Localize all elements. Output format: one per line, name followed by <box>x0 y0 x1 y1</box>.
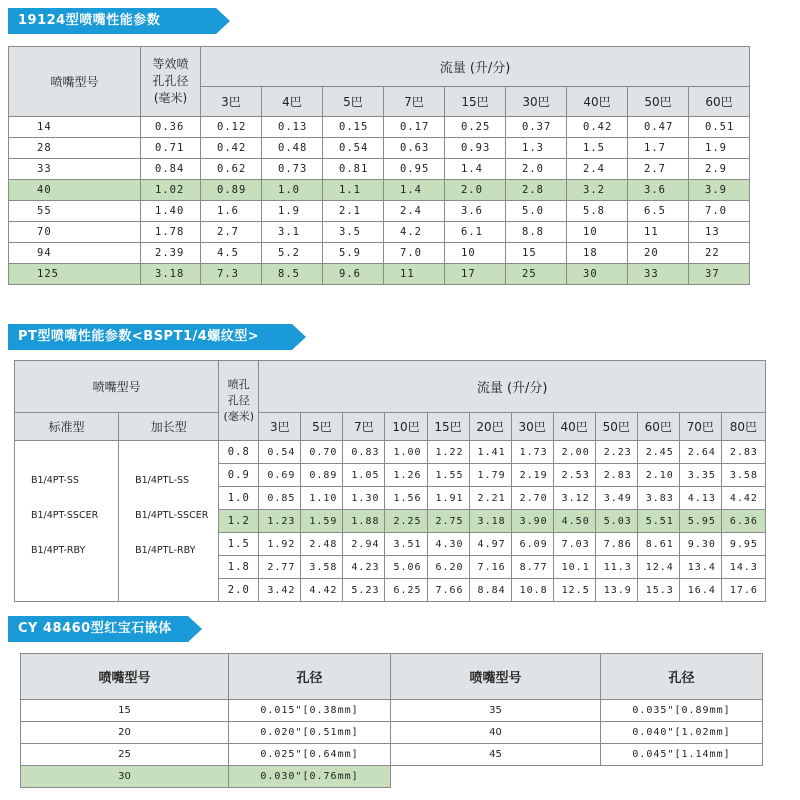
cell-flow: 2.77 <box>259 556 301 579</box>
cell-flow: 0.62 <box>201 159 262 180</box>
header-model-right: 喷嘴型号 <box>391 654 601 700</box>
cell-flow: 4.50 <box>553 510 595 533</box>
cell-model: 70 <box>9 222 141 243</box>
extended-model-name: B1/4PTL-RBY <box>135 545 196 556</box>
cell-model: 28 <box>9 138 141 159</box>
cell-flow: 1.6 <box>201 201 262 222</box>
cell-flow: 7.0 <box>384 243 445 264</box>
cell-flow: 6.25 <box>385 579 427 602</box>
nozzle-19124-table <box>8 46 750 285</box>
cell-flow: 2.25 <box>385 510 427 533</box>
header-bore-left: 孔径 <box>229 654 391 700</box>
cell-flow: 3.5 <box>323 222 384 243</box>
cell-bore-right: 0.035"[0.89mm] <box>601 700 763 722</box>
cell-flow: 1.05 <box>343 464 385 487</box>
cell-flow: 5.0 <box>506 201 567 222</box>
cell-flow: 4.2 <box>384 222 445 243</box>
cell-flow: 1.9 <box>262 201 323 222</box>
cell-flow: 2.75 <box>427 510 469 533</box>
cell-flow: 14.3 <box>721 556 765 579</box>
cell-flow: 18 <box>567 243 628 264</box>
header-orifice <box>219 361 259 441</box>
cell-flow: 0.42 <box>201 138 262 159</box>
cell-flow: 37 <box>689 264 750 285</box>
cell-flow: 8.77 <box>511 556 553 579</box>
cell-flow: 4.5 <box>201 243 262 264</box>
header-bore-right: 孔径 <box>601 654 763 700</box>
cell-flow: 1.26 <box>385 464 427 487</box>
header-model: 喷嘴型号 <box>15 361 219 413</box>
cell-flow: 3.58 <box>301 556 343 579</box>
cell-flow: 0.83 <box>343 441 385 464</box>
cell-flow: 17.6 <box>721 579 765 602</box>
section-title-cy48460 <box>8 616 188 642</box>
cell-flow: 3.90 <box>511 510 553 533</box>
header-orifice-line: 孔径 <box>227 393 250 407</box>
cell-flow: 1.3 <box>506 138 567 159</box>
header-model: 喷嘴型号 <box>9 47 141 117</box>
header-pressure: 5巴 <box>323 87 384 117</box>
cell-flow: 1.23 <box>259 510 301 533</box>
cell-flow: 0.13 <box>262 117 323 138</box>
cell-flow: 1.30 <box>343 487 385 510</box>
cell-flow: 12.4 <box>637 556 679 579</box>
cell-flow: 3.18 <box>469 510 511 533</box>
cell-orifice: 1.5 <box>219 533 259 556</box>
cell-flow: 2.1 <box>323 201 384 222</box>
cell-flow: 7.03 <box>553 533 595 556</box>
cell-flow: 2.23 <box>595 441 637 464</box>
cell-flow: 2.0 <box>445 180 506 201</box>
header-pressure: 15巴 <box>427 413 469 441</box>
cell-flow: 25 <box>506 264 567 285</box>
header-extended: 加长型 <box>119 413 219 441</box>
cell-flow: 1.4 <box>384 180 445 201</box>
cell-bore-left: 0.025"[0.64mm] <box>229 744 391 766</box>
cell-flow: 2.7 <box>201 222 262 243</box>
cell-flow: 0.47 <box>628 117 689 138</box>
cell-flow: 1.55 <box>427 464 469 487</box>
cell-model: 40 <box>9 180 141 201</box>
header-standard: 标准型 <box>15 413 119 441</box>
cell-orifice: 1.02 <box>141 180 201 201</box>
table-row <box>9 243 750 264</box>
cell-flow: 2.0 <box>506 159 567 180</box>
cell-orifice: 0.71 <box>141 138 201 159</box>
cell-flow: 2.48 <box>301 533 343 556</box>
cell-flow: 0.51 <box>689 117 750 138</box>
table-row <box>9 138 750 159</box>
table-row <box>21 700 763 722</box>
cell-bore-left: 0.015"[0.38mm] <box>229 700 391 722</box>
header-flow: 流量 (升/分) <box>201 47 750 87</box>
cell-model: 55 <box>9 201 141 222</box>
cell-flow: 0.81 <box>323 159 384 180</box>
cell-flow: 7.86 <box>595 533 637 556</box>
nozzle-pt-table <box>14 360 766 602</box>
cell-flow: 17 <box>445 264 506 285</box>
cell-flow: 1.9 <box>689 138 750 159</box>
cell-flow: 0.89 <box>301 464 343 487</box>
cell-flow: 0.95 <box>384 159 445 180</box>
cell-flow: 9.95 <box>721 533 765 556</box>
table-row <box>21 744 763 766</box>
cell-flow: 1.56 <box>385 487 427 510</box>
cell-flow: 2.4 <box>567 159 628 180</box>
cell-flow: 0.63 <box>384 138 445 159</box>
header-pressure: 40巴 <box>553 413 595 441</box>
cell-flow: 0.17 <box>384 117 445 138</box>
cell-flow: 0.54 <box>259 441 301 464</box>
cell-flow: 8.84 <box>469 579 511 602</box>
header-pressure: 3巴 <box>201 87 262 117</box>
cell-flow: 12.5 <box>553 579 595 602</box>
cell-flow: 2.94 <box>343 533 385 556</box>
cell-flow: 1.4 <box>445 159 506 180</box>
cell-flow: 2.83 <box>595 464 637 487</box>
cell-flow: 2.9 <box>689 159 750 180</box>
cell-flow: 5.06 <box>385 556 427 579</box>
cell-flow: 4.13 <box>679 487 721 510</box>
standard-models-cell <box>15 441 119 602</box>
cell-flow: 0.69 <box>259 464 301 487</box>
cell-flow: 20 <box>628 243 689 264</box>
cell-flow: 4.97 <box>469 533 511 556</box>
cell-flow: 6.09 <box>511 533 553 556</box>
cell-flow: 16.4 <box>679 579 721 602</box>
table-row <box>9 222 750 243</box>
table-row <box>9 117 750 138</box>
cell-flow: 0.12 <box>201 117 262 138</box>
section-title-19124 <box>8 8 216 34</box>
cell-flow: 1.0 <box>262 180 323 201</box>
extended-model-name: B1/4PTL-SSCER <box>135 510 209 521</box>
cell-flow: 4.42 <box>721 487 765 510</box>
cell-flow: 3.83 <box>637 487 679 510</box>
cell-flow: 8.8 <box>506 222 567 243</box>
cell-flow: 13 <box>689 222 750 243</box>
cell-flow: 0.73 <box>262 159 323 180</box>
table-row <box>15 441 766 464</box>
cell-flow: 1.41 <box>469 441 511 464</box>
header-pressure: 60巴 <box>689 87 750 117</box>
cell-flow: 6.20 <box>427 556 469 579</box>
cell-flow: 13.9 <box>595 579 637 602</box>
cell-orifice: 1.2 <box>219 510 259 533</box>
cell-flow: 2.19 <box>511 464 553 487</box>
cell-model-left: 30 <box>21 766 229 788</box>
header-pressure: 7巴 <box>384 87 445 117</box>
cell-flow: 3.12 <box>553 487 595 510</box>
header-pressure: 15巴 <box>445 87 506 117</box>
table-row <box>9 264 750 285</box>
table-row <box>21 722 763 744</box>
cell-flow: 5.2 <box>262 243 323 264</box>
cell-flow: 11.3 <box>595 556 637 579</box>
header-model-left: 喷嘴型号 <box>21 654 229 700</box>
cell-flow: 1.91 <box>427 487 469 510</box>
cell-flow: 2.21 <box>469 487 511 510</box>
header-pressure: 3巴 <box>259 413 301 441</box>
cell-model-right: 45 <box>391 744 601 766</box>
cell-flow: 7.16 <box>469 556 511 579</box>
cell-flow: 10.1 <box>553 556 595 579</box>
header-pressure: 30巴 <box>506 87 567 117</box>
cell-orifice: 0.9 <box>219 464 259 487</box>
cell-orifice: 2.0 <box>219 579 259 602</box>
cell-flow: 3.6 <box>628 180 689 201</box>
cell-flow: 2.64 <box>679 441 721 464</box>
cell-flow: 0.15 <box>323 117 384 138</box>
cell-flow: 7.66 <box>427 579 469 602</box>
cell-model-right: 40 <box>391 722 601 744</box>
cell-flow: 2.70 <box>511 487 553 510</box>
cell-flow: 0.48 <box>262 138 323 159</box>
cell-flow: 0.54 <box>323 138 384 159</box>
section-title-pt <box>8 324 292 350</box>
cell-orifice: 0.36 <box>141 117 201 138</box>
cell-flow: 2.00 <box>553 441 595 464</box>
cell-orifice: 3.18 <box>141 264 201 285</box>
cell-flow: 2.45 <box>637 441 679 464</box>
cell-orifice: 1.40 <box>141 201 201 222</box>
cell-bore-left: 0.030"[0.76mm] <box>229 766 391 788</box>
cell-model: 33 <box>9 159 141 180</box>
section-title-text: PT型喷嘴性能参数<BSPT1/4螺纹型> <box>18 329 260 344</box>
cell-flow: 5.23 <box>343 579 385 602</box>
cell-flow: 1.5 <box>567 138 628 159</box>
cell-flow: 7.3 <box>201 264 262 285</box>
header-pressure: 4巴 <box>262 87 323 117</box>
cell-flow: 3.2 <box>567 180 628 201</box>
cell-flow: 1.73 <box>511 441 553 464</box>
cell-flow: 15 <box>506 243 567 264</box>
cell-orifice: 1.0 <box>219 487 259 510</box>
cell-flow: 11 <box>628 222 689 243</box>
cell-model: 125 <box>9 264 141 285</box>
cell-flow: 22 <box>689 243 750 264</box>
cell-flow: 4.42 <box>301 579 343 602</box>
ruby-insert-table <box>20 653 763 788</box>
cell-flow: 0.37 <box>506 117 567 138</box>
header-pressure: 70巴 <box>679 413 721 441</box>
cell-flow: 3.42 <box>259 579 301 602</box>
header-pressure: 80巴 <box>721 413 765 441</box>
cell-flow: 3.1 <box>262 222 323 243</box>
cell-flow: 1.1 <box>323 180 384 201</box>
header-pressure: 30巴 <box>511 413 553 441</box>
cell-flow: 3.49 <box>595 487 637 510</box>
cell-flow: 0.42 <box>567 117 628 138</box>
cell-orifice: 1.78 <box>141 222 201 243</box>
section-title-text: 19124型喷嘴性能参数 <box>18 13 161 28</box>
standard-model-name: B1/4PT-SSCER <box>31 510 99 521</box>
extended-models-cell <box>119 441 219 602</box>
cell-flow: 5.9 <box>323 243 384 264</box>
cell-orifice: 0.84 <box>141 159 201 180</box>
header-orifice-line: 喷孔 <box>227 377 250 391</box>
cell-flow: 11 <box>384 264 445 285</box>
cell-flow: 33 <box>628 264 689 285</box>
cell-orifice: 1.8 <box>219 556 259 579</box>
table-row <box>21 766 763 788</box>
cell-flow: 30 <box>567 264 628 285</box>
cell-orifice: 2.39 <box>141 243 201 264</box>
cell-flow: 0.85 <box>259 487 301 510</box>
extended-model-name: B1/4PTL-SS <box>135 475 190 486</box>
cell-flow: 3.35 <box>679 464 721 487</box>
cell-model: 94 <box>9 243 141 264</box>
cell-model-left: 15 <box>21 700 229 722</box>
cell-flow: 5.51 <box>637 510 679 533</box>
cell-flow: 1.79 <box>469 464 511 487</box>
cell-flow: 6.5 <box>628 201 689 222</box>
cell-flow: 0.93 <box>445 138 506 159</box>
cell-flow: 4.30 <box>427 533 469 556</box>
cell-flow: 2.83 <box>721 441 765 464</box>
cell-flow: 3.51 <box>385 533 427 556</box>
cell-flow: 15.3 <box>637 579 679 602</box>
header-pressure: 20巴 <box>469 413 511 441</box>
header-flow: 流量 (升/分) <box>259 361 766 413</box>
header-pressure: 40巴 <box>567 87 628 117</box>
cell-flow: 13.4 <box>679 556 721 579</box>
cell-flow: 1.22 <box>427 441 469 464</box>
cell-flow: 1.59 <box>301 510 343 533</box>
cell-flow: 10 <box>445 243 506 264</box>
cell-flow: 2.10 <box>637 464 679 487</box>
cell-flow: 6.1 <box>445 222 506 243</box>
cell-flow: 2.4 <box>384 201 445 222</box>
cell-model-left: 20 <box>21 722 229 744</box>
header-orifice-line: (毫米) <box>223 409 255 423</box>
cell-model-left: 25 <box>21 744 229 766</box>
standard-model-name: B1/4PT-SS <box>31 475 79 486</box>
cell-bore-right: 0.045"[1.14mm] <box>601 744 763 766</box>
cell-flow: 6.36 <box>721 510 765 533</box>
cell-bore-right: 0.040"[1.02mm] <box>601 722 763 744</box>
cell-flow: 3.58 <box>721 464 765 487</box>
header-pressure: 7巴 <box>343 413 385 441</box>
cell-orifice: 0.8 <box>219 441 259 464</box>
cell-flow: 2.8 <box>506 180 567 201</box>
cell-flow: 7.0 <box>689 201 750 222</box>
cell-model: 14 <box>9 117 141 138</box>
cell-flow: 0.70 <box>301 441 343 464</box>
header-pressure: 50巴 <box>595 413 637 441</box>
cell-flow: 1.10 <box>301 487 343 510</box>
cell-flow: 0.25 <box>445 117 506 138</box>
cell-flow: 0.89 <box>201 180 262 201</box>
cell-model-right: 35 <box>391 700 601 722</box>
standard-model-name: B1/4PT-RBY <box>31 545 86 556</box>
header-orifice-line: 等效喷 <box>152 57 189 71</box>
cell-flow: 9.30 <box>679 533 721 556</box>
cell-flow: 3.6 <box>445 201 506 222</box>
cell-flow: 9.6 <box>323 264 384 285</box>
header-pressure: 5巴 <box>301 413 343 441</box>
cell-flow: 4.23 <box>343 556 385 579</box>
cell-flow: 8.61 <box>637 533 679 556</box>
cell-flow: 1.92 <box>259 533 301 556</box>
cell-flow: 10.8 <box>511 579 553 602</box>
cell-flow: 5.03 <box>595 510 637 533</box>
header-orifice-line: 孔孔径 <box>152 74 189 88</box>
cell-flow: 1.88 <box>343 510 385 533</box>
header-orifice <box>141 47 201 117</box>
header-orifice-line: (毫米) <box>153 91 188 105</box>
section-title-text: CY 48460型红宝石嵌体 <box>18 621 172 636</box>
table-row <box>9 180 750 201</box>
cell-flow: 2.53 <box>553 464 595 487</box>
cell-flow: 1.00 <box>385 441 427 464</box>
header-pressure: 10巴 <box>385 413 427 441</box>
table-row <box>9 201 750 222</box>
cell-flow: 5.95 <box>679 510 721 533</box>
cell-bore-left: 0.020"[0.51mm] <box>229 722 391 744</box>
cell-empty <box>391 766 763 788</box>
cell-flow: 5.8 <box>567 201 628 222</box>
header-pressure: 60巴 <box>637 413 679 441</box>
table-row <box>9 159 750 180</box>
cell-flow: 1.7 <box>628 138 689 159</box>
cell-flow: 8.5 <box>262 264 323 285</box>
header-pressure: 50巴 <box>628 87 689 117</box>
cell-flow: 2.7 <box>628 159 689 180</box>
cell-flow: 10 <box>567 222 628 243</box>
cell-flow: 3.9 <box>689 180 750 201</box>
